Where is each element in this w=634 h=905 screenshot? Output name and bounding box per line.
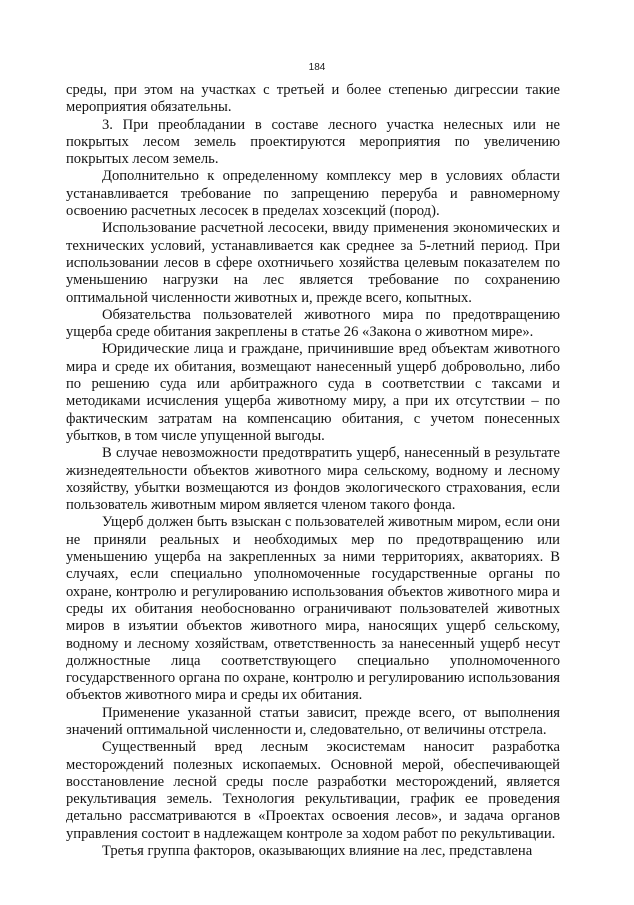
paragraph: Юридические лица и граждане, причинившие вред объектам животного мира и среде их обитания, возмещают нанесенный ущерб добровольно, либо по решению суда или арбитражного суда в соответствии с таксами и методиками исчисления ущерба животному миру, а при их отсутствии – по фактическим затратам на компенсацию обитания, с учетом понесенных убытков, в том числе упущенной выгоды. (66, 341, 560, 444)
paragraph: Применение указанной статьи зависит, прежде всего, от выполнения значений оптимальной численности и, следовательно, от величины отстрела. (66, 704, 560, 738)
paragraph: среды, при этом на участках с третьей и более степенью дигрессии такие мероприятия обязательны. (66, 82, 560, 116)
paragraph: Использование расчетной лесосеки, ввиду применения экономических и технических условий, устанавливается как среднее за 5-летний период. При использовании лесов в сфере охотничьего хозяйства целевым показателем по уменьшению нагрузки на лес является требование по сохранению оптимальной численности животных и, прежде всего, копытных. (66, 220, 560, 306)
paragraph: Обязательства пользователей животного мира по предотвращению ущерба среде обитания закреплены в статье 26 «Закона о животном мире». (66, 306, 560, 341)
paragraph: Дополнительно к определенному комплексу мер в условиях области устанавливается требование по запрещению переруба и равномерному освоению расчетных лесосек в пределах хозсекций (пород). (66, 168, 560, 220)
body-text (66, 82, 560, 860)
paragraph: Ущерб должен быть взыскан с пользователей животным миром, если они не приняли реальных и необходимых мер по предотвращению или уменьшению ущерба на закрепленных за ними территориях, акваториях. В случаях, если специально уполномоченные государственные органы по охране, контролю и регулированию использования объектов животного мира и среды их обитания необоснованно ограничивают пользователей животных миров в изъятии объектов животного мира, наносящих ущерб сельскому, водному и лесному хозяйствам, ответственность за нанесенный ущерб несут должностные лица соответствующего специально уполномоченного государственного органа по охране, контролю и регулированию использования объектов животного мира и среды их обитания. (66, 514, 560, 704)
paragraph: Существенный вред лесным экосистемам наносит разработка месторождений полезных ископаемых. Основной мерой, обеспечивающей восстановление лесной среды после разработки месторождений, является рекультивация земель. Технология рекультивации, график ее проведения детально рассматриваются в «Проектах освоения лесов», и задача органов управления состоит в надлежащем контроле за ходом работ по рекультивации. (66, 739, 560, 842)
paragraph: В случае невозможности предотвратить ущерб, нанесенный в результате жизнедеятельности объектов животного мира сельскому, водному и лесному хозяйству, убытки возмещаются из фондов экологического страхования, если пользователь животным миром является членом такого фонда. (66, 445, 560, 514)
paragraph: 3. При преобладании в составе лесного участка нелесных или не покрытых лесом земель проектируются мероприятия по увеличению покрытых лесом земель. (66, 116, 560, 168)
page-number: 184 (308, 62, 326, 73)
paragraph: Третья группа факторов, оказывающих влияние на лес, представлена (102, 843, 533, 860)
